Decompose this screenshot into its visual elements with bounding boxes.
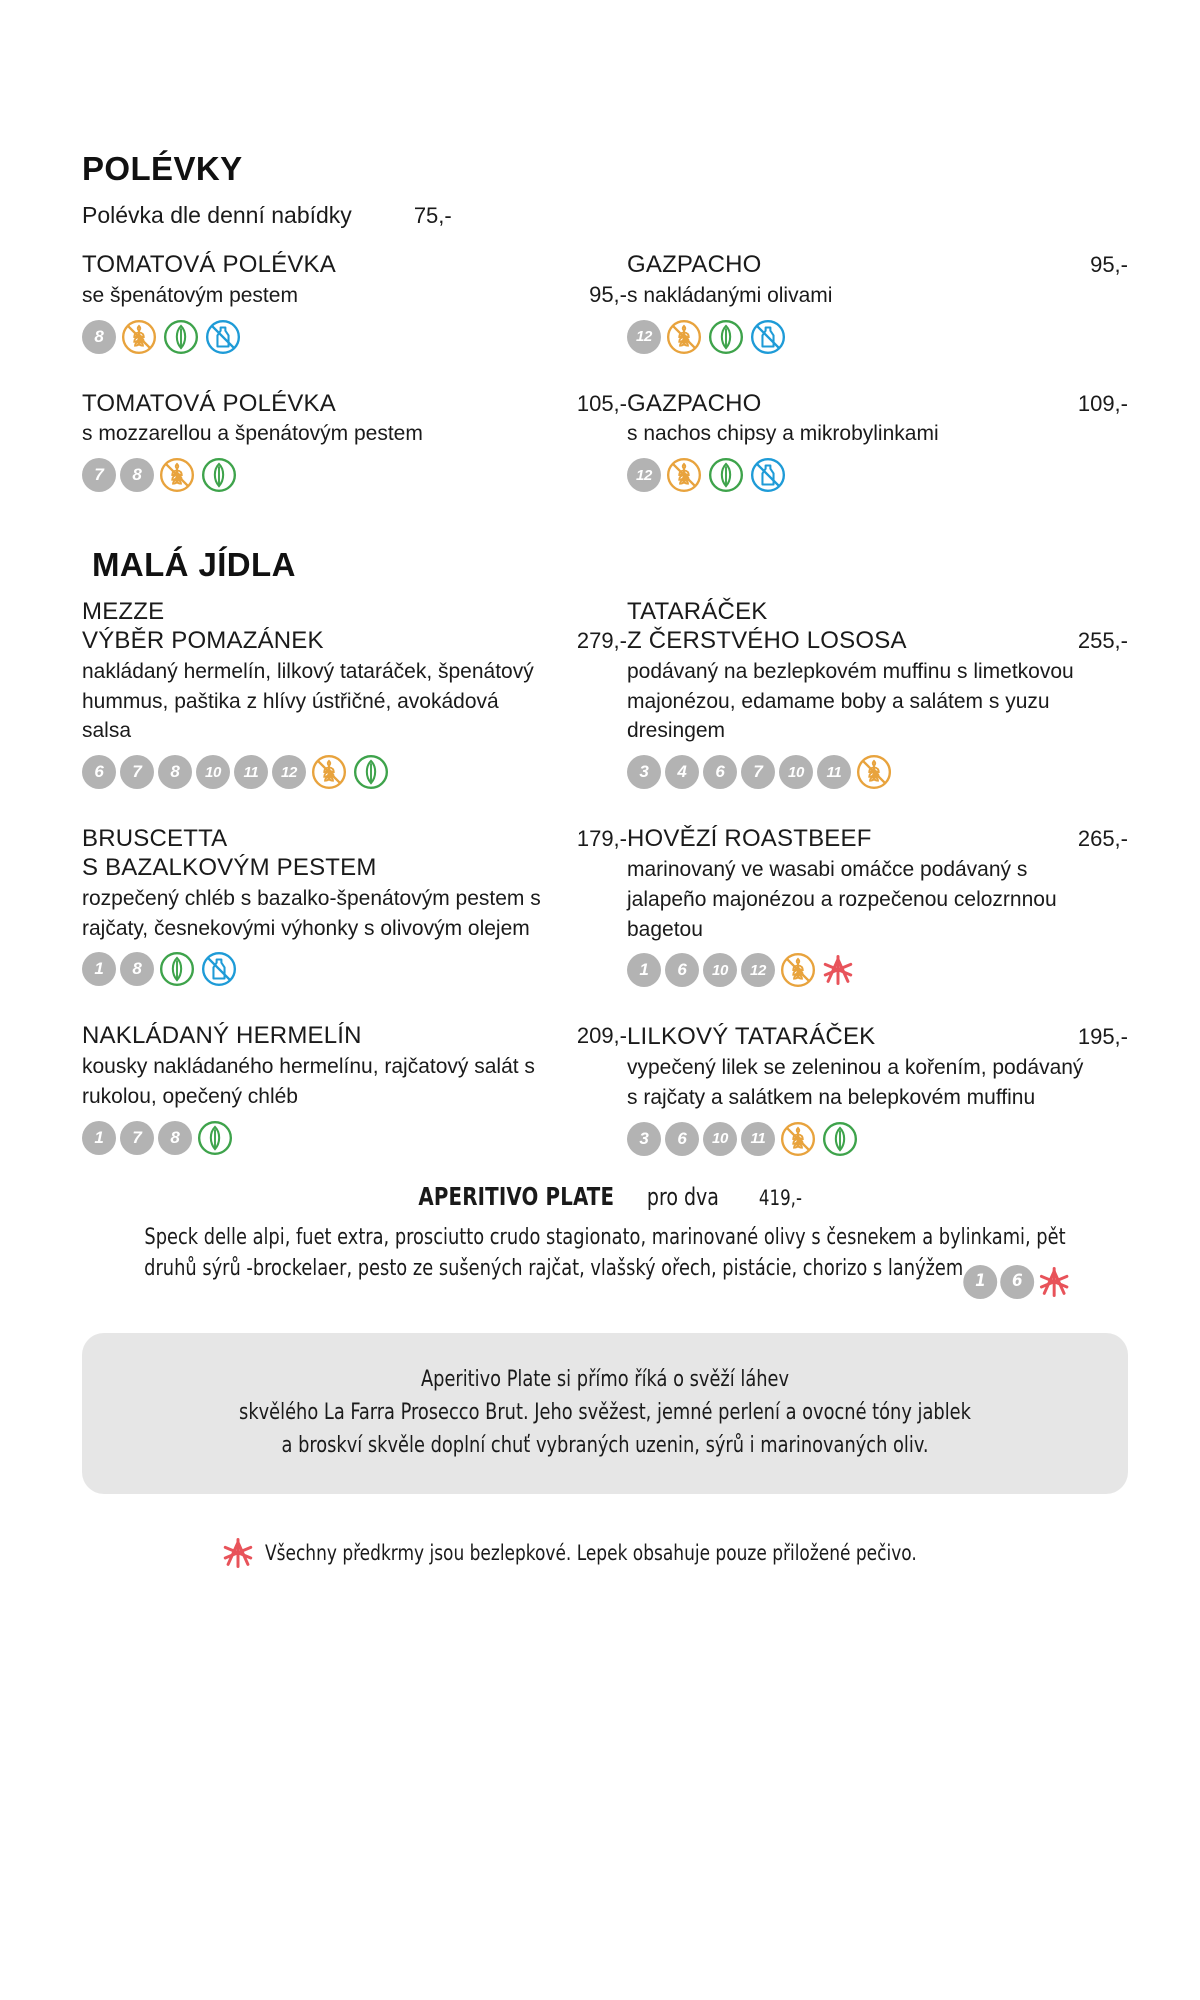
allergen-number-badge: 1 <box>963 1265 997 1299</box>
aperitivo-plate-block <box>82 1182 1128 1299</box>
vegetarian-icon <box>821 1120 859 1158</box>
allergen-number-badge: 8 <box>120 952 154 986</box>
item-description: marinovaný ve wasabi omáčce podávaný s jalapeño majonézou a rozpečenou celozrnnou bagetou <box>627 858 1057 941</box>
small-dishes-column-left <box>82 598 627 1176</box>
allergen-badges <box>82 950 627 988</box>
gluten-footnote <box>82 1536 1128 1570</box>
vegetarian-icon <box>707 456 745 494</box>
item-price: 105,- <box>576 390 627 416</box>
vegetarian-icon <box>200 456 238 494</box>
lactose-free-icon <box>204 318 242 356</box>
lactose-free-icon <box>749 318 787 356</box>
item-description: nakládaný hermelín, lilkový tataráček, špenátový hummus, paštika z hlívy ústřičné, avokádová salsa <box>82 659 534 743</box>
aperitivo-header <box>82 1182 1128 1211</box>
item-title: BRUSCETTA <box>82 825 228 853</box>
lactose-free-icon <box>200 950 238 988</box>
menu-item-gazpacho-1 <box>627 251 1128 356</box>
item-price: 279,- <box>576 628 627 654</box>
allergen-number-badge: 7 <box>120 1121 154 1155</box>
gluten-icon <box>665 318 703 356</box>
item-description: s mozzarellou a špenátovým pestem <box>82 422 423 446</box>
item-price: 179,- <box>576 826 627 852</box>
gluten-free-star-icon <box>821 953 855 987</box>
allergen-number-badge: 4 <box>665 755 699 789</box>
footnote-text: Všechny předkrmy jsou bezlepkové. Lepek obsahuje pouze přiložené pečivo. <box>264 1540 917 1565</box>
vegetarian-icon <box>162 318 200 356</box>
infobox-line-3: a broskví skvěle doplní chuť vybraných uzenin, sýrů i marinovaných oliv. <box>281 1432 929 1458</box>
item-description: rozpečený chléb s bazalko-špenátovým pestem s rajčaty, česnekovými výhonky s olivovým olejem <box>82 886 541 940</box>
gluten-free-star-icon <box>221 1536 255 1570</box>
allergen-badges <box>82 318 627 356</box>
lactose-free-icon <box>749 456 787 494</box>
allergen-badges <box>82 456 627 494</box>
aperitivo-description-wrap <box>134 1223 1075 1299</box>
item-price: 75,- <box>413 203 452 228</box>
allergen-badges <box>627 456 1128 494</box>
aperitivo-subtitle: pro dva <box>646 1182 719 1211</box>
gluten-icon <box>158 456 196 494</box>
allergen-number-badge: 7 <box>741 755 775 789</box>
allergen-number-badge: 11 <box>817 755 851 789</box>
item-name: Polévka dle denní nabídky <box>82 202 352 228</box>
menu-item-daily-soup <box>82 202 1128 229</box>
item-title: NAKLÁDANÝ HERMELÍN <box>82 1022 362 1050</box>
allergen-badges <box>627 1120 1128 1158</box>
menu-item-nakladany-hermelin <box>82 1022 627 1156</box>
menu-item-lilkovy-tataracek <box>627 1023 1128 1157</box>
menu-item-tataracek-z-cerstveho-lososa <box>627 598 1128 791</box>
allergen-number-badge: 6 <box>1000 1265 1034 1299</box>
allergen-number-badge: 11 <box>741 1122 775 1156</box>
item-title: VÝBĚR POMAZÁNEK <box>82 627 324 655</box>
soups-column-right <box>627 251 1128 512</box>
gluten-icon <box>779 1120 817 1158</box>
allergen-badges <box>627 753 1128 791</box>
allergen-number-badge: 7 <box>82 458 116 492</box>
menu-item-mezze-vyber-pomazanek <box>82 598 627 791</box>
item-price: 255,- <box>1077 628 1128 654</box>
aperitivo-price: 419,- <box>758 1185 802 1210</box>
allergen-number-badge: 12 <box>272 755 306 789</box>
allergen-number-badge: 8 <box>158 1121 192 1155</box>
allergen-number-badge: 1 <box>82 1121 116 1155</box>
item-price: 265,- <box>1077 826 1128 852</box>
gluten-free-star-icon <box>1037 1265 1071 1299</box>
item-price: 95,- <box>589 281 627 307</box>
item-description: s nachos chipsy a mikrobylinkami <box>627 422 939 446</box>
allergen-number-badge: 10 <box>779 755 813 789</box>
gluten-icon <box>779 951 817 989</box>
allergen-number-badge: 3 <box>627 1122 661 1156</box>
allergen-number-badge: 6 <box>703 755 737 789</box>
allergen-number-badge: 3 <box>627 755 661 789</box>
aperitivo-description: Speck delle alpi, fuet extra, prosciutto crudo stagionato, marinované olivy s česnekem a bylinkami, pět druhů sýrů -brockelaer, pesto ze sušených rajčat, vlašský ořech, pistácie, chorizo s lanýžem <box>144 1224 1066 1281</box>
prosecco-info-box <box>82 1333 1128 1494</box>
item-title: TOMATOVÁ POLÉVKA <box>82 251 336 278</box>
vegetarian-icon <box>196 1119 234 1157</box>
item-pretitle: TATARÁČEK <box>627 598 768 626</box>
allergen-number-badge: 8 <box>120 458 154 492</box>
item-description: se špenátovým pestem <box>82 283 298 307</box>
item-price: 95,- <box>1090 252 1128 277</box>
section-heading-polevky: POLÉVKY <box>82 150 243 187</box>
allergen-number-badge: 12 <box>627 320 661 354</box>
vegetarian-icon <box>707 318 745 356</box>
menu-item-hovezi-roastbeef <box>627 825 1128 989</box>
item-price: 209,- <box>576 1023 627 1049</box>
allergen-number-badge: 8 <box>158 755 192 789</box>
allergen-number-badge: 8 <box>82 320 116 354</box>
item-description: podávaný na bezlepkovém muffinu s limetkovou majonézou, edamame boby a salátem s yuzu dresingem <box>627 659 1074 743</box>
section-heading-mala-jidla: MALÁ JÍDLA <box>92 546 296 584</box>
allergen-number-badge: 7 <box>120 755 154 789</box>
menu-item-bruscetta <box>82 825 627 988</box>
allergen-number-badge: 6 <box>665 953 699 987</box>
allergen-number-badge: 6 <box>665 1122 699 1156</box>
gluten-icon <box>855 753 893 791</box>
allergen-badges <box>963 1265 1071 1299</box>
aperitivo-title: APERITIVO PLATE <box>418 1181 615 1211</box>
item-subtitle: S BAZALKOVÝM PESTEM <box>82 854 377 882</box>
item-title: GAZPACHO <box>627 251 762 278</box>
infobox-line-2: skvělého La Farra Prosecco Brut. Jeho svěžest, jemné perlení a ovocné tóny jablek <box>239 1399 971 1425</box>
item-title: LILKOVÝ TATARÁČEK <box>627 1023 876 1051</box>
item-description: s nakládanými olivami <box>627 283 833 307</box>
small-dishes-columns <box>82 598 1128 1176</box>
menu-item-tomatova-polevka-1 <box>82 251 627 356</box>
small-dishes-column-right <box>627 598 1128 1176</box>
allergen-number-badge: 1 <box>627 953 661 987</box>
allergen-badges <box>82 1119 627 1157</box>
allergen-number-badge: 10 <box>196 755 230 789</box>
item-title: HOVĚZÍ ROASTBEEF <box>627 825 872 853</box>
allergen-number-badge: 1 <box>82 952 116 986</box>
item-price: 195,- <box>1077 1024 1128 1050</box>
item-title: GAZPACHO <box>627 389 762 417</box>
allergen-number-badge: 12 <box>627 458 661 492</box>
allergen-number-badge: 10 <box>703 953 737 987</box>
allergen-number-badge: 11 <box>234 755 268 789</box>
vegetarian-icon <box>158 950 196 988</box>
vegetarian-icon <box>352 753 390 791</box>
menu-item-gazpacho-2 <box>627 390 1128 495</box>
allergen-badges <box>82 753 627 791</box>
soups-column-left <box>82 251 627 512</box>
item-title: TOMATOVÁ POLÉVKA <box>82 389 336 417</box>
item-description: vypečený lilek se zeleninou a kořením, podávaný s rajčaty a salátkem na belepkovém muffinu <box>627 1056 1084 1110</box>
allergen-number-badge: 6 <box>82 755 116 789</box>
item-price: 109,- <box>1077 390 1128 416</box>
item-description: kousky nakládaného hermelínu, rajčatový salát s rukolou, opečený chléb <box>82 1055 535 1109</box>
item-title: Z ČERSTVÉHO LOSOSA <box>627 627 907 655</box>
soups-columns <box>82 251 1128 512</box>
infobox-line-1: Aperitivo Plate si přímo říká o svěží láhev <box>420 1366 790 1392</box>
allergen-badges <box>627 951 1128 989</box>
gluten-icon <box>665 456 703 494</box>
gluten-icon <box>120 318 158 356</box>
gluten-icon <box>310 753 348 791</box>
allergen-badges <box>627 318 1128 356</box>
allergen-number-badge: 10 <box>703 1122 737 1156</box>
item-pretitle: MEZZE <box>82 598 165 626</box>
allergen-number-badge: 12 <box>741 953 775 987</box>
menu-item-tomatova-polevka-2 <box>82 390 627 495</box>
